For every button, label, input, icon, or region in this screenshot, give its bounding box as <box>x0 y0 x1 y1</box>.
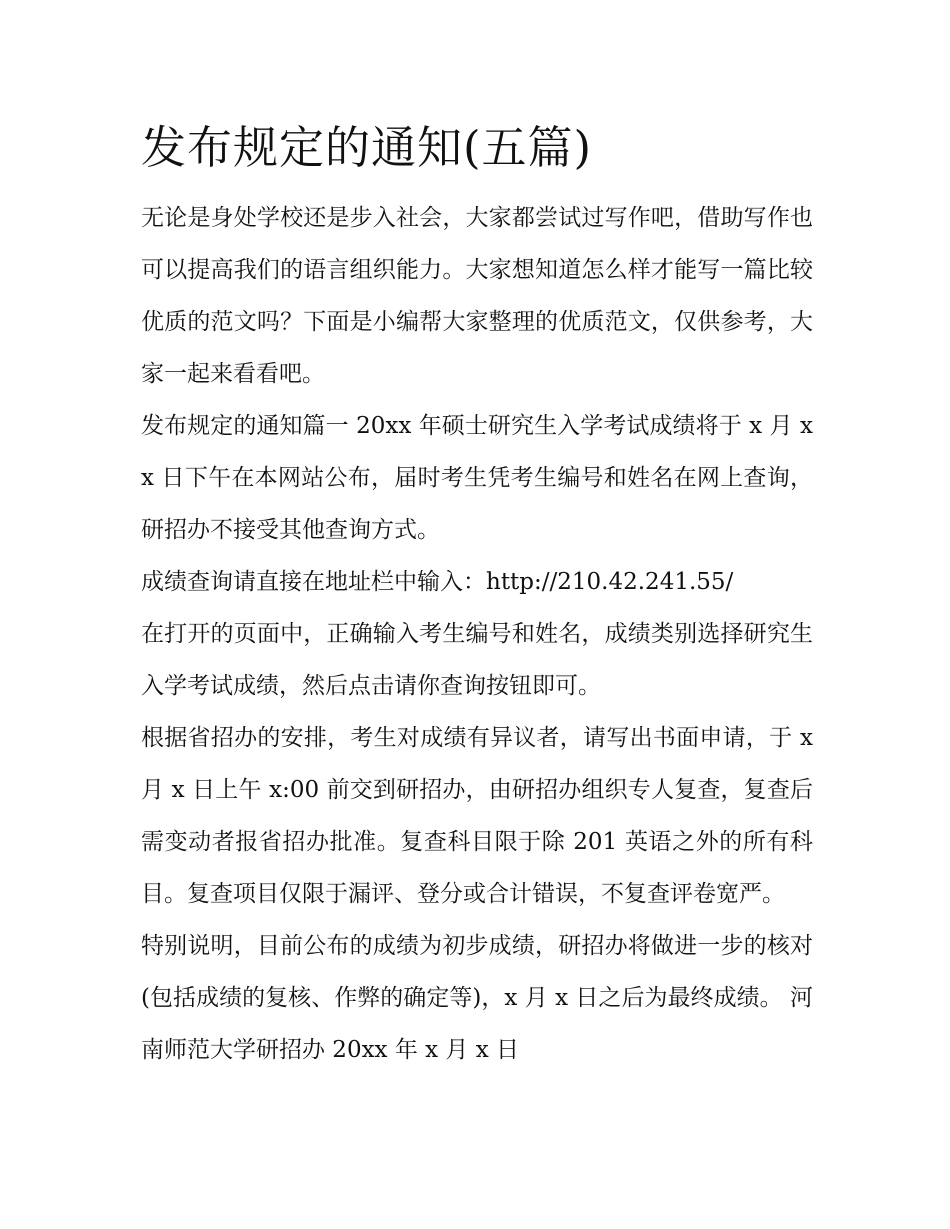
paragraph-special-note: 特别说明，目前公布的成绩为初步成绩，研招办将做进一步的核对(包括成绩的复核、作弊的确定等)，x 月 x 日之后为最终成绩。 河南师范大学研招办 20xx 年 x 月 x 日 <box>141 933 813 1063</box>
paragraph-query-steps: 在打开的页面中，正确输入考生编号和姓名，成绩类别选择研究生入学考试成绩，然后点击请你查询按钮即可。 <box>141 621 813 699</box>
document-page <box>141 116 813 1076</box>
paragraph-intro: 无论是身处学校还是步入社会，大家都尝试过写作吧，借助写作也可以提高我们的语言组织能力。大家想知道怎么样才能写一篇比较优质的范文吗？下面是小编帮大家整理的优质范文，仅供参考，大家一起来看看吧。 <box>141 205 813 387</box>
paragraph-query-url: 成绩查询请直接在地址栏中输入：http://210.42.241.55/ <box>141 569 734 595</box>
paragraph-notice-one: 发布规定的通知篇一 20xx 年硕士研究生入学考试成绩将于 x 月 xx 日下午在本网站公布，届时考生凭考生编号和姓名在网上查询，研招办不接受其他查询方式。 <box>141 413 813 543</box>
paragraph-review: 根据省招办的安排，考生对成绩有异议者，请写出书面申请，于 x 月 x 日上午 x:00 前交到研招办，由研招办组织专人复查，复查后需变动者报省招办批准。复查科目限于除 201 英语之外的所有科目。复查项目仅限于漏评、登分或合计错误，不复查评卷宽严。 <box>141 725 813 907</box>
document-title: 发布规定的通知(五篇) <box>141 121 593 174</box>
